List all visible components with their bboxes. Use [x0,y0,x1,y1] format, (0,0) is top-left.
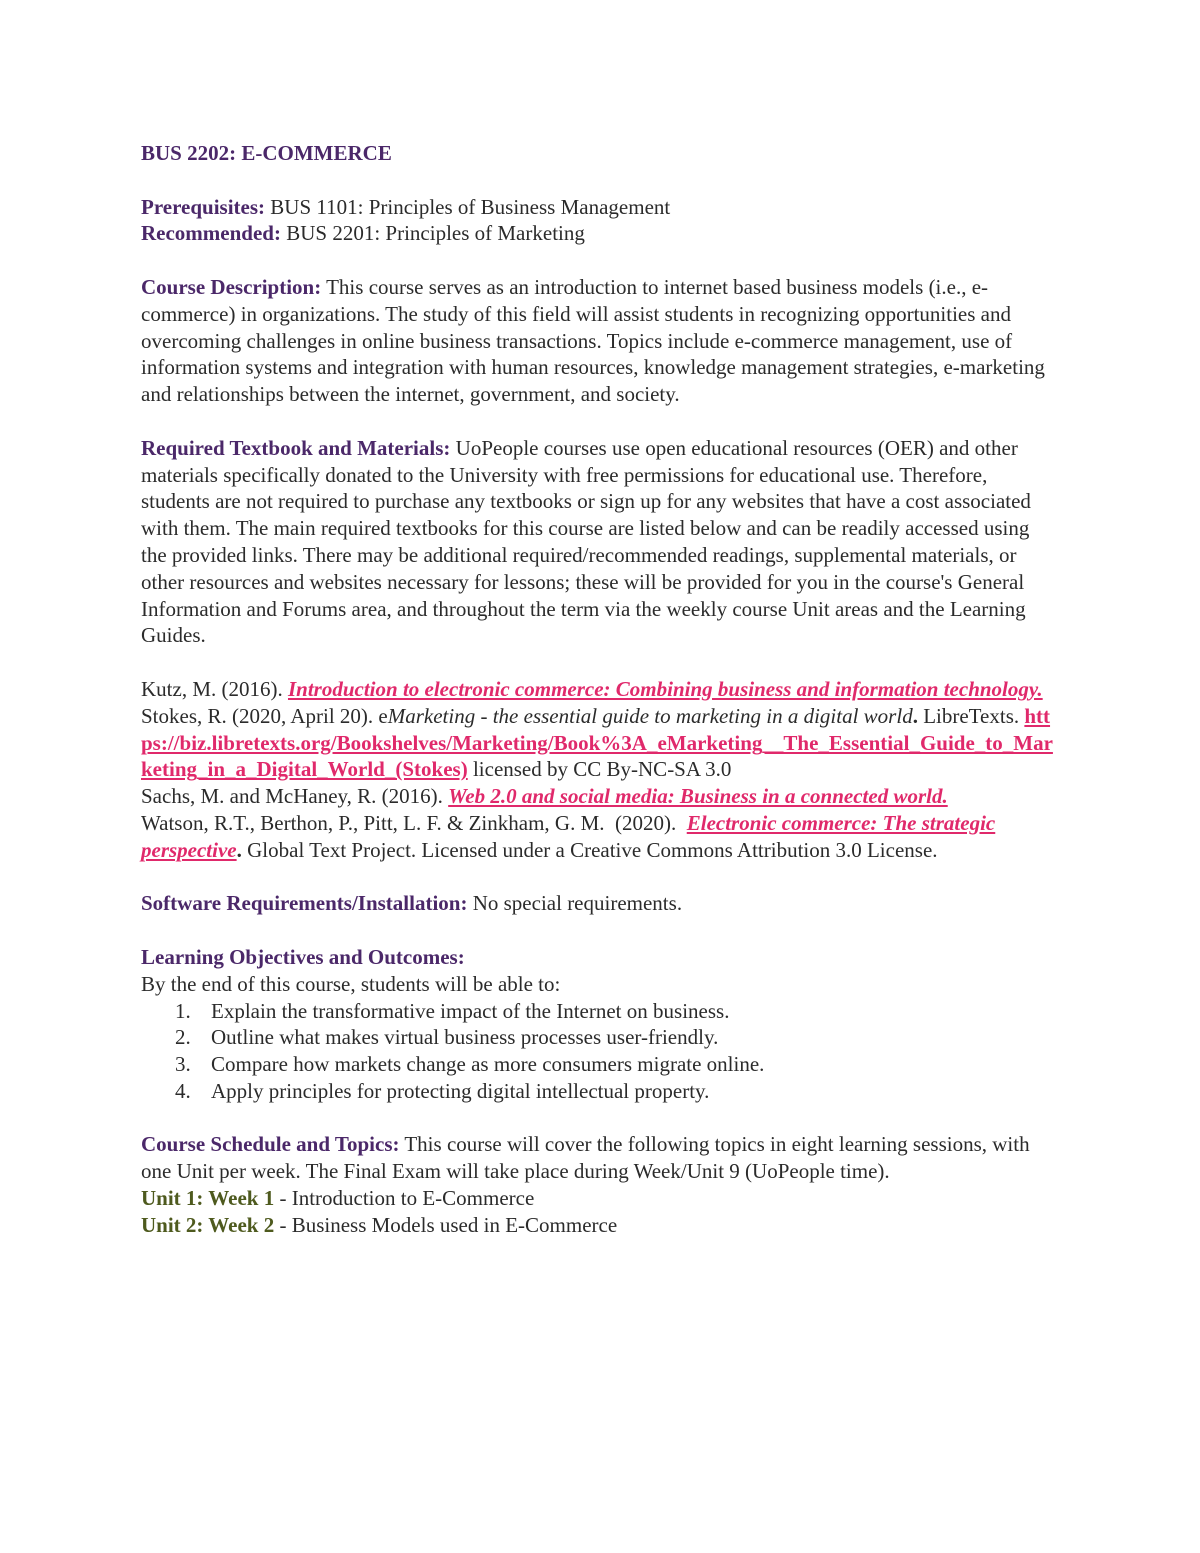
objective-number: 3. [175,1052,191,1077]
objective-number: 1. [175,998,191,1023]
reference-kutz-author: Kutz, M. (2016). [141,676,288,701]
reference-stokes [141,703,1060,783]
unit-topic: - Introduction to E-Commerce [274,1186,535,1211]
objective-item [175,1078,1060,1105]
objective-text: Outline what makes virtual business processes user-friendly. [211,1025,719,1050]
required-textbook-text: UoPeople courses use open educational resources (OER) and other materials specifically donated to the University with free permissions for educational use. Therefore, students are not required to purchase any textbooks or sign up for any websites that have a cost associated with them. The main required textbooks for this course are listed below and can be readily accessed using the provided links. There may be additional required/recommended readings, supplemental materials, or other resources and websites necessary for lessons; these will be provided for you in the course's General Information and Forums area, and throughout the term via the weekly course Unit areas and the Learning Guides. [141,435,1031,648]
recommended-line [141,220,1060,247]
learning-objectives-intro: By the end of this course, students will be able to: [141,971,561,996]
reference-stokes-license: licensed by CC By-NC-SA 3.0 [467,757,732,782]
required-textbook-label: Required Textbook and Materials: [141,435,451,460]
objective-text: Compare how markets change as more consumers migrate online. [211,1052,765,1077]
learning-objectives-label: Learning Objectives and Outcomes: [141,944,465,969]
objective-text: Apply principles for protecting digital intellectual property. [211,1078,710,1103]
software-requirements-label: Software Requirements/Installation: [141,891,468,916]
objective-text: Explain the transformative impact of the Internet on business. [211,998,730,1023]
objective-number: 2. [175,1025,191,1050]
software-requirements-value: No special requirements. [467,891,683,916]
course-description-text: This course serves as an introduction to internet based business models (i.e., e-commerce) in organizations. The study of this field will assist students in recognizing opportunities and overcoming challenges in online business transactions. Topics include e-commerce management, use of information systems and integration with human resources, knowledge management strategies, e-marketing and relationships between the internet, government, and society. [141,274,1045,407]
objective-number: 4. [175,1078,191,1103]
reference-watson-author: Watson, R.T., Berthon, P., Pitt, L. F. & Zinkham, G. M. (2020). [141,810,687,835]
recommended-label: Recommended: [141,221,281,246]
course-description [141,274,1060,408]
prerequisites-label: Prerequisites: [141,194,266,219]
unit-label: Unit 1: Week 1 [141,1186,275,1211]
reference-sachs-link[interactable]: Web 2.0 and social media: Business in a connected world. [448,784,948,809]
reference-stokes-publisher: LibreTexts. [917,703,1025,728]
prerequisites-line [141,194,1060,221]
reference-stokes-dot: . [912,703,918,728]
reference-sachs-author: Sachs, M. and McHaney, R. (2016). [141,784,449,809]
objective-item [175,1051,1060,1078]
reference-stokes-url[interactable]: https://biz.libretexts.org/Bookshelves/Marketing/Book%3A_eMarketing__The_Essential_Guide_to_Marketing_in_a_Digital_World_(Stokes) [141,703,1053,782]
unit-topic: - Business Models used in E-Commerce [274,1212,618,1237]
recommended-value: BUS 2201: Principles of Marketing [280,221,585,246]
reference-stokes-title: Marketing - the essential guide to marketing in a digital world [387,703,913,728]
objective-item [175,1024,1060,1051]
unit-line [141,1185,1060,1212]
software-requirements [141,890,1060,917]
reference-watson [141,810,1060,864]
unit-line [141,1212,1060,1239]
reference-watson-link[interactable]: Electronic commerce: The strategic perspective [141,810,996,862]
reference-kutz-link[interactable]: Introduction to electronic commerce: Combining business and information technology. [287,676,1043,701]
course-schedule-label: Course Schedule and Topics: [141,1132,400,1157]
reference-kutz [141,676,1060,703]
reference-watson-rest: Global Text Project. Licensed under a Creative Commons Attribution 3.0 License. [241,837,938,862]
course-description-label: Course Description: [141,274,322,299]
course-schedule [141,1131,1060,1185]
reference-list [141,676,1060,864]
objective-item [175,998,1060,1025]
reference-stokes-author: Stokes, R. (2020, April 20). e [141,703,388,728]
prerequisites-value: BUS 1101: Principles of Business Management [265,194,671,219]
course-schedule-text: This course will cover the following topics in eight learning sessions, with one Unit per week. The Final Exam will take place during Week/Unit 9 (UoPeople time). [141,1132,1030,1184]
course-title: BUS 2202: E-COMMERCE [141,141,392,165]
unit-label: Unit 2: Week 2 [141,1212,275,1237]
required-textbook [141,435,1060,649]
reference-watson-dot: . [236,837,242,862]
learning-objectives-list [141,998,1060,1105]
reference-sachs [141,783,1060,810]
